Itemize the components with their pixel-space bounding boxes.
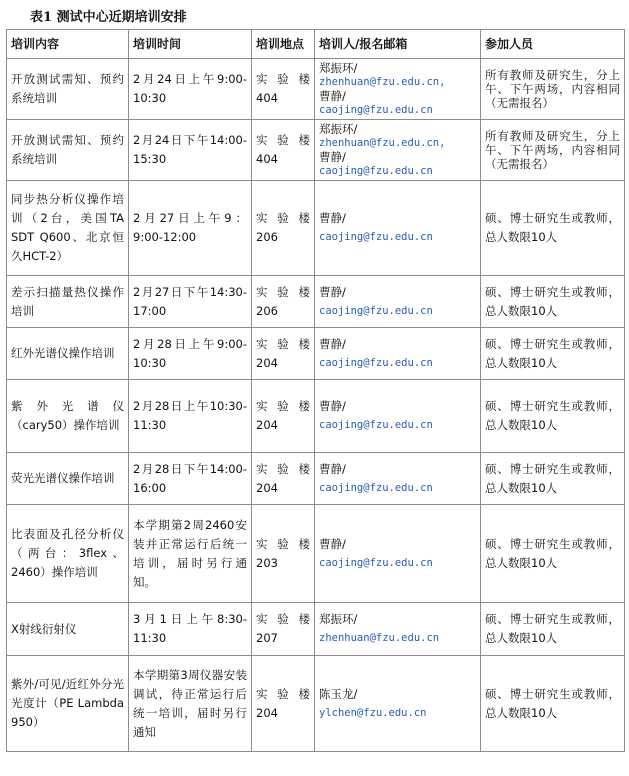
cell-trainer [315, 120, 481, 181]
cell-trainer [315, 656, 481, 752]
cell-time: 2月24日上午9:00-10:30 [129, 59, 252, 120]
cell-trainer [315, 276, 481, 328]
table-row [7, 380, 625, 453]
cell-attendees: 硕、博士研究生或教师，总人数限10人 [481, 181, 625, 276]
cell-time: 2月28日下午14:00-16:00 [129, 453, 252, 505]
cell-time: 本学期第3周仪器安装调试，待正常运行后统一培训，届时另行通知 [129, 656, 252, 752]
table-row [7, 656, 625, 752]
cell-attendees: 所有教师及研究生，分上午、下午两场，内容相同（无需报名） [481, 59, 625, 120]
table-row [7, 59, 625, 120]
cell-time: 2月24日下午14:00-15:30 [129, 120, 252, 181]
trainer-name: 曹静/ [319, 211, 346, 225]
cell-attendees: 硕、博士研究生或教师，总人数限10人 [481, 453, 625, 505]
header-trainer-email: 培训人/报名邮箱 [315, 30, 481, 59]
cell-time: 2月28日上午9:00-10:30 [129, 328, 252, 380]
cell-time: 2月27日上午9：9:00-12:00 [129, 181, 252, 276]
trainer-name: 曹静/ [319, 461, 346, 476]
trainer-email-link[interactable]: caojing@fzu.edu.cn [319, 419, 433, 431]
cell-time: 2月27日下午14:30-17:00 [129, 276, 252, 328]
header-row [7, 30, 625, 59]
trainer-email-link-2[interactable]: caojing@fzu.edu.cn [319, 104, 433, 116]
cell-attendees: 硕、博士研究生或教师，总人数限10人 [481, 505, 625, 603]
header-attendees: 参加人员 [481, 30, 625, 59]
cell-place: 实验楼204 [252, 656, 315, 752]
table-row [7, 181, 625, 276]
trainer-name: 曹静/ [319, 399, 346, 413]
trainer-name: 曹静/ [319, 536, 346, 551]
cell-attendees: 硕、博士研究生或教师，总人数限10人 [481, 656, 625, 752]
trainer-email-link[interactable]: caojing@fzu.edu.cn [319, 556, 433, 569]
trainer-email-link-2[interactable]: caojing@fzu.edu.cn [319, 165, 433, 177]
cell-content: 开放测试需知、预约系统培训 [7, 59, 129, 120]
cell-attendees: 硕、博士研究生或教师，总人数限10人 [481, 328, 625, 380]
cell-trainer [315, 505, 481, 603]
trainer-email-link[interactable]: caojing@fzu.edu.cn [319, 356, 433, 369]
table-row [7, 603, 625, 656]
cell-place: 实验楼404 [252, 120, 315, 181]
cell-content: X射线衍射仪 [7, 603, 129, 656]
training-schedule-table [6, 29, 625, 752]
table-caption: 表1 测试中心近期培训安排 [30, 10, 187, 25]
cell-place: 实验楼204 [252, 380, 315, 453]
table-row [7, 453, 625, 505]
cell-place: 实验楼206 [252, 276, 315, 328]
trainer-name: 陈玉龙/ [319, 686, 358, 701]
cell-place: 实验楼404 [252, 59, 315, 120]
trainer-email-link[interactable]: zhenhuan@fzu.edu.cn, [319, 76, 446, 88]
cell-time: 3月1日上午8:30-11:30 [129, 603, 252, 656]
cell-content: 同步热分析仪操作培训（2台，美国TA SDT Q600、北京恒久HCT-2） [7, 181, 129, 276]
cell-place: 实验楼207 [252, 603, 315, 656]
trainer-name: 曹静/ [319, 336, 346, 351]
cell-time: 2月28日上午10:30-11:30 [129, 380, 252, 453]
table-row [7, 276, 625, 328]
cell-content: 比表面及孔径分析仪（两台：3flex、2460）操作培训 [7, 505, 129, 603]
cell-trainer [315, 453, 481, 505]
trainer-email-link[interactable]: caojing@fzu.edu.cn [319, 481, 433, 494]
trainer-email-link[interactable]: caojing@fzu.edu.cn [319, 304, 433, 317]
cell-place: 实验楼204 [252, 328, 315, 380]
cell-content: 红外光谱仪操作培训 [7, 328, 129, 380]
trainer-name: 曹静/ [319, 284, 346, 299]
table-row [7, 120, 625, 181]
cell-attendees: 硕、博士研究生或教师，总人数限10人 [481, 603, 625, 656]
table-row [7, 328, 625, 380]
cell-place: 实验楼206 [252, 181, 315, 276]
cell-trainer [315, 59, 481, 120]
cell-attendees: 硕、博士研究生或教师，总人数限10人 [481, 380, 625, 453]
cell-trainer [315, 328, 481, 380]
cell-content: 开放测试需知、预约系统培训 [7, 120, 129, 181]
trainer-name-2: 曹静/ [319, 89, 346, 103]
cell-content: 差示扫描量热仪操作培训 [7, 276, 129, 328]
cell-trainer [315, 181, 481, 276]
header-content: 培训内容 [7, 30, 129, 59]
trainer-email-link[interactable]: zhenhuan@fzu.edu.cn [319, 632, 440, 644]
cell-trainer [315, 603, 481, 656]
trainer-email-link[interactable]: ylchen@fzu.edu.cn [319, 706, 427, 719]
trainer-name: 郑振环/ [319, 612, 358, 626]
cell-place: 实验楼203 [252, 505, 315, 603]
trainer-name-2: 曹静/ [319, 150, 346, 164]
cell-attendees: 所有教师及研究生，分上午、下午两场，内容相同（无需报名） [481, 120, 625, 181]
cell-content: 紫外/可见/近红外分光光度计（PE Lambda 950） [7, 656, 129, 752]
table-row [7, 505, 625, 603]
trainer-name: 郑振环/ [319, 61, 358, 75]
cell-attendees: 硕、博士研究生或教师，总人数限10人 [481, 276, 625, 328]
cell-place: 实验楼204 [252, 453, 315, 505]
cell-time: 本学期第2周2460安装并正常运行后统一培训，届时另行通知。 [129, 505, 252, 603]
header-place: 培训地点 [252, 30, 315, 59]
cell-content: 紫外光谱仪（cary50）操作培训 [7, 380, 129, 453]
cell-content: 荧光光谱仪操作培训 [7, 453, 129, 505]
trainer-email-link[interactable]: zhenhuan@fzu.edu.cn, [319, 137, 446, 149]
trainer-name: 郑振环/ [319, 122, 358, 136]
trainer-email-link[interactable]: caojing@fzu.edu.cn [319, 231, 433, 243]
cell-trainer [315, 380, 481, 453]
header-time: 培训时间 [129, 30, 252, 59]
